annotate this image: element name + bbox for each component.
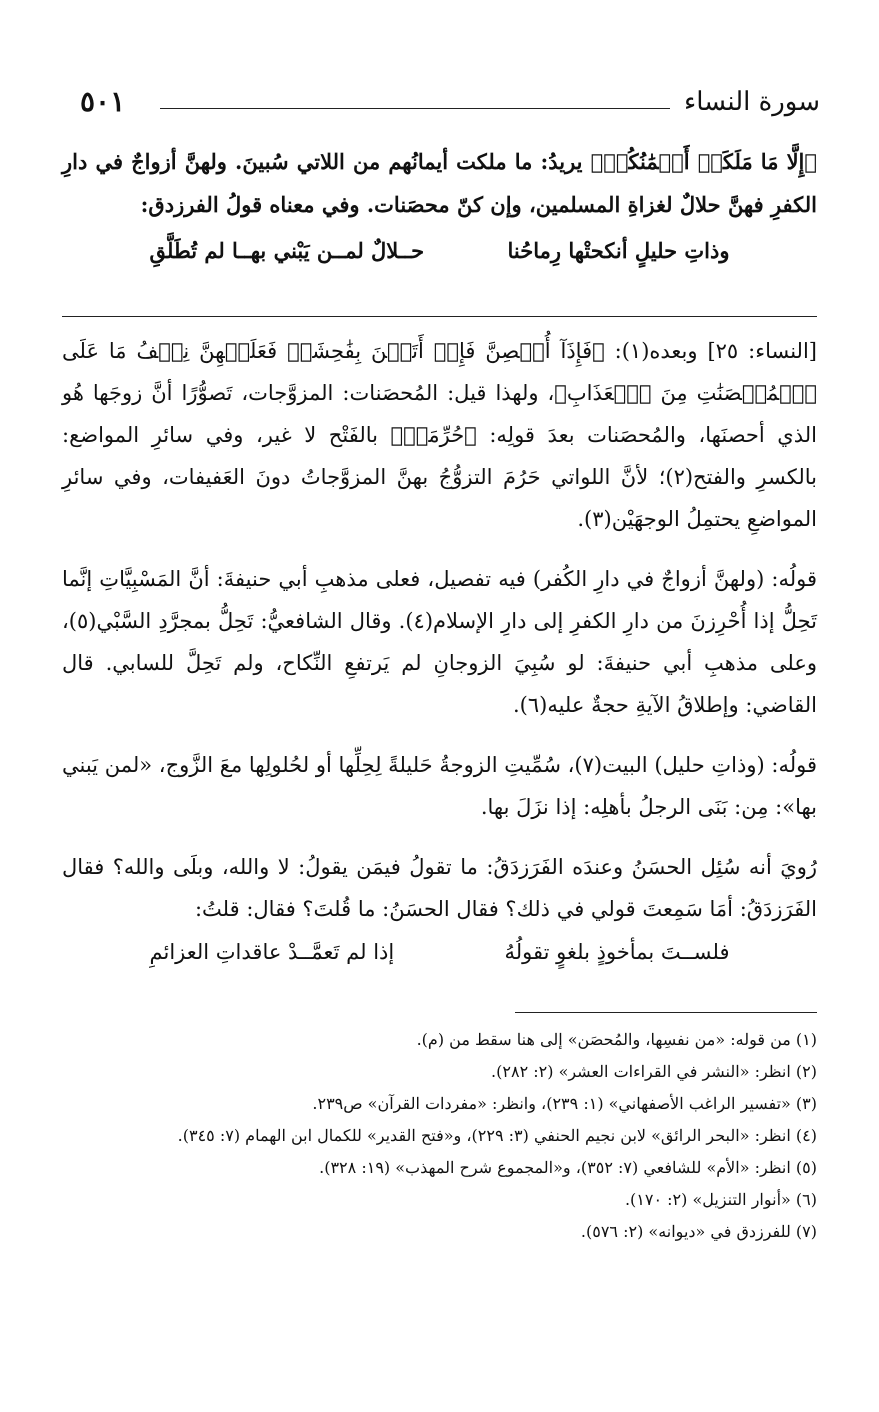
verse-second-hemistich: حــلالٌ لمــن يَبْني بهــا لم تُطَلَّقِ xyxy=(149,238,425,263)
commentary-paragraph: ﴿إِلَّا مَا مَلَكَتۡ أَيۡمَٰنُكُمۡ﴾ يريدُ: ما ملكت أيمانُهم من اللاتي سُبينَ. ولهنَّ أزواجٌ في دارِ الكفرِ فهنَّ حلالٌ لغزاةِ المسلمين، وإن كنّ محصَنات. وفي معناه قولُ الفرزدق: xyxy=(62,149,817,217)
header-rule xyxy=(160,108,670,109)
section-divider xyxy=(62,316,817,317)
footnotes-divider xyxy=(515,1012,817,1013)
footnote-item: (٥) انظر: «الأم» للشافعي (٧: ٣٥٢)، و«المجموع شرح المهذب» (١٩: ٣٢٨). xyxy=(319,1158,817,1177)
verse-first-hemistich: وذاتِ حليلٍ أنكحتْها رِماحُنا xyxy=(507,238,730,263)
footnote-item: (٦) «أنوار التنزيل» (٢: ١٧٠). xyxy=(624,1190,817,1209)
note-paragraph-2: قولُه: (ولهنَّ أزواجٌ في دارِ الكُفر) فيه تفصيل، فعلى مذهبِ أبي حنيفةَ: أنَّ المَسْبِيَّاتِ إنَّما تَحِلُّ إذا أُحْرِزنَ من دارِ الكفرِ إلى دارِ الإسلام(٤). وقال الشافعيُّ: تَحِلُّ بمجرَّدِ السَّبْي(٥)، وعلى مذهبِ أبي حنيفةَ: لو سُبِيَ الزوجانِ لم يَرتفعِ النِّكاح، ولم تَحِلَّ للسابي. قال القاضي: وإطلاقُ الآيةِ حجةٌ عليه(٦). xyxy=(62,567,817,717)
footnote-item: (٣) «تفسير الراغب الأصفهاني» (١: ٢٣٩)، وانظر: «مفردات القرآن» ص٢٣٩. xyxy=(312,1094,817,1113)
note-paragraph-3: قولُه: (وذاتِ حليل) البيت(٧)، سُمِّيتِ الزوجةُ حَليلةً لِحِلِّها أو لحُلولِها معَ الزَّوج، «لمن يَبني بها»: مِن: بَنَى الرجلُ بأهلِه: إذا نزَلَ بها. xyxy=(62,753,817,819)
surah-title: سورة النساء xyxy=(684,87,820,117)
poetry-verse-2 xyxy=(150,940,730,964)
note-paragraph-1: [النساء: ٢٥] وبعده(١): ﴿فَإِذَآ أُحۡصِنَّ فَإِنۡ أَتَيۡنَ بِفَٰحِشَةٖ فَعَلَيۡهِنَّ نِصۡفُ مَا عَلَى ٱلۡمُحۡصَنَٰتِ مِنَ ٱلۡعَذَابِ﴾، ولهذا قيل: المُحصَنات: المزوَّجات، تَصوُّرًا أنَّ زوجَها هُو الذي أحصنَها، والمُحصَنات بعدَ قولِه: ﴿حُرِّمَتۡ﴾ بالفَتْح لا غير، وفي سائرِ المواضع: بالكسرِ والفتح(٢)؛ لأنَّ اللواتي حَرُمَ التزوُّجُ بهنَّ المزوَّجاتُ دونَ العَفيفات، وفي سائرِ المواضعِ يحتمِلُ الوجهَيْن(٣). xyxy=(62,339,817,531)
footnotes-list xyxy=(62,1024,817,1248)
page-number: ٥٠١ xyxy=(80,85,126,118)
footnote-item: (٧) للفرزدق في «ديوانه» (٢: ٥٧٦). xyxy=(580,1222,817,1241)
footnote-item: (٤) انظر: «البحر الرائق» لابن نجيم الحنفي (٣: ٢٢٩)، و«فتح القدير» للكمال ابن الهمام (٧: ٣٤٥). xyxy=(177,1126,817,1145)
commentary-section xyxy=(62,140,817,263)
notes-section xyxy=(62,330,817,964)
footnote-item: (١) من قوله: «من نفسِها، والمُحصَن» إلى هنا سقط من (م). xyxy=(416,1030,817,1049)
verse2-second-hemistich: إذا لم تَعمَّــدْ عاقداتِ العزائمِ xyxy=(149,940,395,964)
poetry-verse xyxy=(150,238,730,263)
verse2-first-hemistich: فلســتَ بمأخوذٍ بلغوٍ تقولُهُ xyxy=(504,940,730,964)
page-header xyxy=(80,82,820,122)
footnote-item: (٢) انظر: «النشر في القراءات العشر» (٢: ٢٨٢). xyxy=(491,1062,817,1081)
note-paragraph-4: رُويَ أنه سُئِل الحسَنُ وعندَه الفَرَزدَقُ: ما تقولُ فيمَن يقولُ: لا والله، وبلَى والله؟ فقال الفَرَزدَقُ: أمَا سَمِعتَ قولي في ذلك؟ فقال الحسَنُ: ما قُلتَ؟ فقال: قلتُ: xyxy=(62,855,817,921)
